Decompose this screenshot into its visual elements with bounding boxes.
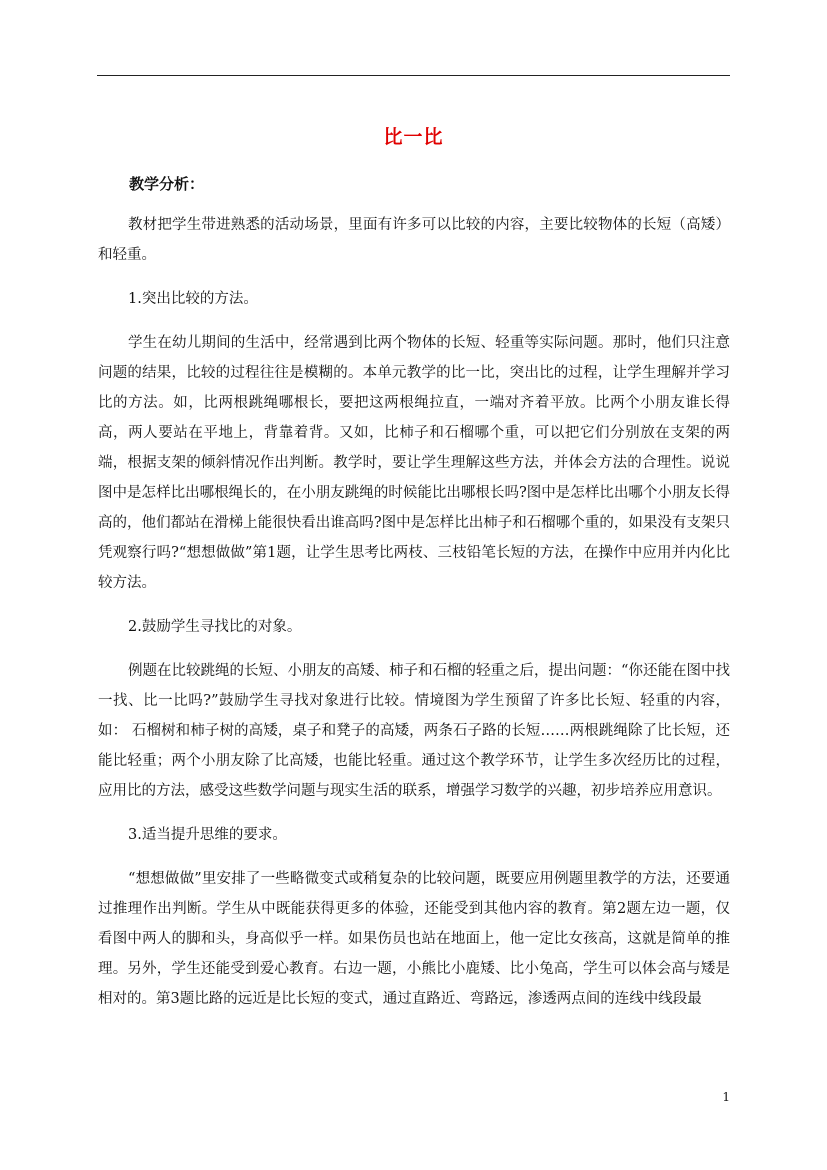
subheading-3: 3.适当提升思维的要求。 <box>128 827 287 843</box>
document-body <box>98 210 730 1028</box>
intro-paragraph: 教材把学生带进熟悉的活动场景，里面有许多可以比较的内容，主要比较物体的长短（高矮）和轻重。 <box>98 217 730 263</box>
body-paragraph-3: “想想做做”里安排了一些略微变式或稍复杂的比较问题，既要应用例题里教学的方法，还要通过推理作出判断。学生从中既能获得更多的体验，还能受到其他内容的教育。第2题左边一题，仅看图中两人的脚和头，身高似乎一样。如果伤员也站在地面上，他一定比女孩高，这就是简单的推理。另外，学生还能受到爱心教育。右边一题，小熊比小鹿矮、比小兔高，学生可以体会高与矮是相对的。第3题比路的远近是比长短的变式，通过直路近、弯路远，渗透两点间的连线中线段最 <box>98 871 730 1007</box>
body-paragraph-1: 学生在幼儿期间的生活中，经常遇到比两个物体的长短、轻重等实际问题。那时，他们只注意问题的结果，比较的过程往往是模糊的。本单元教学的比一比，突出比的过程，让学生理解并学习比的方法。如，比两根跳绳哪根长，要把这两根绳拉直，一端对齐着平放。比两个小朋友谁长得高，两人要站在平地上，背靠着背。又如，比柿子和石榴哪个重，可以把它们分别放在支架的两端，根据支架的倾斜情况作出判断。教学时，要让学生理解这些方法，并体会方法的合理性。说说图中是怎样比出哪根绳长的，在小朋友跳绳的时候能比出哪根长吗?图中是怎样比出哪个小朋友长得高的，他们都站在滑梯上能很快看出谁高吗?图中是怎样比出柿子和石榴哪个重的，如果没有支架只凭观察行吗?“想想做做”第1题，让学生思考比两枝、三枝铅笔长短的方法，在操作中应用并内化比较方法。 <box>98 335 730 591</box>
page-number: 1 <box>722 1090 730 1104</box>
subheading-2: 2.鼓励学生寻找比的对象。 <box>128 619 302 635</box>
header-rule <box>97 75 730 76</box>
subheading-1: 1.突出比较的方法。 <box>128 291 258 307</box>
body-paragraph-2: 例题在比较跳绳的长短、小朋友的高矮、柿子和石榴的轻重之后，提出问题：“你还能在图中找一找、比一比吗?”鼓励学生寻找对象进行比较。情境图为学生预留了许多比长短、轻重的内容，如： 石榴树和柿子树的高矮，桌子和凳子的高矮，两条石子路的长短……两根跳绳除了比长短，还能比轻重；两个小朋友除了比高矮，也能比轻重。通过这个教学环节，让学生多次经历比的过程，应用比的方法，感受这些数学问题与现实生活的联系，增强学习数学的兴趣，初步培养应用意识。 <box>98 663 730 799</box>
section-heading: 教学分析： <box>129 175 205 193</box>
document-title: 比一比 <box>383 126 444 148</box>
